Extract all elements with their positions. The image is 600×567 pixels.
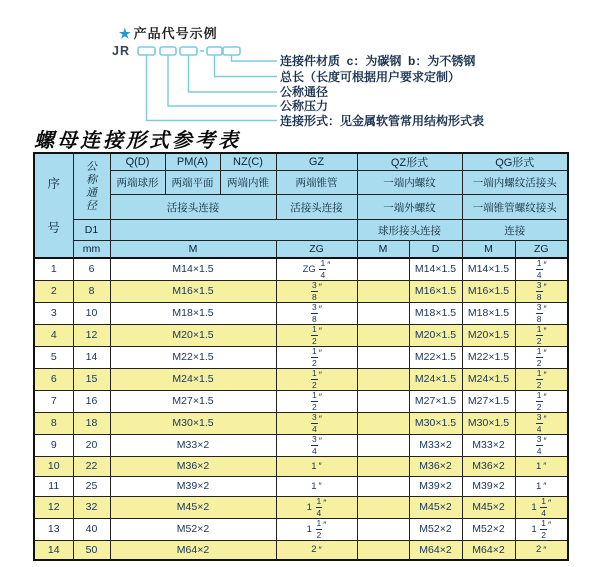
table-cell: 40	[73, 518, 110, 540]
table-cell: M33×2	[409, 434, 462, 456]
table-cell: M24×1.5	[110, 368, 276, 390]
header-desc-gz: 两端锥管	[276, 171, 357, 195]
table-cell	[357, 518, 409, 540]
diagram-label-material: 连接件材质 c：为碳钢 b：为不锈钢	[280, 54, 476, 68]
header-form-pma: PM(A)	[165, 153, 220, 171]
table-row	[34, 540, 568, 560]
table-cell: M18×1.5	[462, 302, 515, 324]
table-cell: 16	[73, 390, 110, 412]
table-cell: 1 $\frac{1}{2}$ ″	[515, 518, 568, 540]
table-cell: 14	[34, 540, 73, 560]
table-cell: $\frac{3}{8}$ ″	[515, 302, 568, 324]
code-box-1	[138, 47, 155, 55]
code-box-3	[180, 47, 197, 55]
table-row	[34, 302, 568, 324]
table-cell: M45×2	[462, 496, 515, 518]
star-icon: ★	[119, 26, 132, 41]
table-cell: M24×1.5	[409, 368, 462, 390]
table-cell: 10	[73, 302, 110, 324]
table-cell: 50	[73, 540, 110, 560]
header-row-descs	[34, 171, 568, 195]
header-form-gz: GZ	[276, 153, 357, 171]
table-cell: M52×2	[110, 518, 276, 540]
table-cell: 8	[34, 412, 73, 434]
table-cell: M36×2	[462, 456, 515, 476]
table-cell: 6	[73, 258, 110, 281]
table-cell: $\frac{3}{4}$ ″	[276, 412, 357, 434]
table-cell: M22×1.5	[462, 346, 515, 368]
header-form-qg: QG形式	[462, 153, 568, 171]
table-cell: 32	[73, 496, 110, 518]
table-cell: M52×2	[409, 518, 462, 540]
table-cell: M39×2	[409, 476, 462, 496]
table-row	[34, 412, 568, 434]
header-row-connection	[34, 195, 568, 220]
table-row	[34, 434, 568, 456]
header-qz-ball-joint: 球形接头连接	[357, 220, 462, 241]
table-cell: M14×1.5	[462, 258, 515, 281]
header-dn-text: 公 称 通 径	[86, 160, 97, 212]
table-cell: M30×1.5	[409, 412, 462, 434]
table-row	[34, 258, 568, 281]
table-cell: 5	[34, 346, 73, 368]
table-cell: $\frac{3}{8}$ ″	[515, 280, 568, 302]
table-cell: 2	[34, 280, 73, 302]
header-qz-outer-thread: 一端外螺纹	[357, 195, 462, 220]
table-cell: M36×2	[409, 456, 462, 476]
connector-line-pressure	[168, 55, 277, 106]
header-unit-qg-zg: ZG	[515, 241, 568, 258]
table-cell: $\frac{3}{4}$ ″	[515, 412, 568, 434]
table-cell: 1 ″	[515, 476, 568, 496]
table-cell: 25	[73, 476, 110, 496]
table-cell: M64×2	[409, 540, 462, 560]
header-desc-qd: 两端球形	[110, 171, 165, 195]
table-cell: 15	[73, 368, 110, 390]
table-cell: 1 $\frac{1}{4}$ ″	[515, 496, 568, 518]
table-row	[34, 368, 568, 390]
product-code-example-label: 产品代号示例	[133, 26, 218, 41]
table-cell: 13	[34, 518, 73, 540]
table-cell: M30×1.5	[462, 412, 515, 434]
table-cell: 9	[34, 434, 73, 456]
connector-line-material	[232, 55, 278, 61]
header-unit-qz-m: M	[357, 241, 409, 258]
table-cell: 1 ″	[276, 456, 357, 476]
table-cell: ZG $\frac{1}{4}$ ″	[276, 258, 357, 281]
table-cell: M33×2	[462, 434, 515, 456]
code-connector-lines	[147, 55, 278, 121]
table-cell	[357, 412, 409, 434]
code-box-5	[223, 47, 240, 55]
header-d1: D1	[73, 220, 110, 241]
table-cell	[357, 280, 409, 302]
header-qg-taper-thread: 一端锥管螺纹接头	[462, 195, 568, 220]
table-cell: M16×1.5	[462, 280, 515, 302]
table-cell: M45×2	[110, 496, 276, 518]
table-cell	[357, 390, 409, 412]
header-blank-cell	[110, 220, 357, 241]
diagram-label-diameter: 公称通径	[280, 85, 329, 99]
table-cell: $\frac{3}{8}$ ″	[276, 302, 357, 324]
table-cell	[357, 258, 409, 281]
table-cell: M24×1.5	[462, 368, 515, 390]
code-box-4	[207, 47, 222, 55]
header-form-nzc: NZ(C)	[220, 153, 276, 171]
header-form-qz: QZ形式	[357, 153, 462, 171]
table-cell: $\frac{1}{2}$ ″	[276, 390, 357, 412]
table-row	[34, 324, 568, 346]
table-row	[34, 476, 568, 496]
table-cell: M39×2	[462, 476, 515, 496]
header-desc-pma: 两端平面	[165, 171, 220, 195]
table-cell: M22×1.5	[110, 346, 276, 368]
table-cell: 12	[34, 496, 73, 518]
header-dn	[73, 153, 110, 220]
table-cell: M64×2	[110, 540, 276, 560]
table-cell: M27×1.5	[409, 390, 462, 412]
table-cell: M14×1.5	[409, 258, 462, 281]
diagram-label-length: 总长（长度可根据用户要求定制）	[280, 69, 461, 84]
header-unit-qz-d: D	[409, 241, 462, 258]
table-cell: $\frac{1}{2}$ ″	[515, 346, 568, 368]
table-cell: M52×2	[462, 518, 515, 540]
table-cell: M16×1.5	[409, 280, 462, 302]
code-digit-boxes	[138, 47, 240, 55]
header-qg-connect: 连接	[462, 220, 568, 241]
table-cell: 1	[34, 258, 73, 281]
table-cell: 18	[73, 412, 110, 434]
table-row	[34, 346, 568, 368]
table-cell: M45×2	[409, 496, 462, 518]
header-unit-qg-m: M	[462, 241, 515, 258]
table-cell	[357, 476, 409, 496]
connector-line-form	[147, 55, 278, 121]
table-cell	[357, 368, 409, 390]
header-desc-qg: 一端内螺纹活接头	[462, 171, 568, 195]
header-unit-mm: mm	[73, 241, 110, 258]
header-union-gz: 活接头连接	[276, 195, 357, 220]
table-row	[34, 456, 568, 476]
table-cell: 12	[73, 324, 110, 346]
code-box-2	[160, 47, 176, 55]
table-cell: $\frac{3}{4}$ ″	[276, 434, 357, 456]
header-row-d1	[34, 220, 568, 241]
table-cell	[357, 346, 409, 368]
table-cell: $\frac{1}{2}$ ″	[276, 368, 357, 390]
header-form-qd: Q(D)	[110, 153, 165, 171]
table-cell: 1 $\frac{1}{2}$ ″	[276, 518, 357, 540]
table-cell: 2 ″	[276, 540, 357, 560]
table-cell: M20×1.5	[110, 324, 276, 346]
table-cell	[357, 324, 409, 346]
diagram-label-form: 连接形式：见金属软管常用结构形式表	[280, 113, 485, 128]
table-cell: M16×1.5	[110, 280, 276, 302]
header-unit-gz-zg: ZG	[276, 241, 357, 258]
table-cell: M64×2	[462, 540, 515, 560]
table-cell: $\frac{1}{2}$ ″	[276, 324, 357, 346]
header-seq-text: 序 号	[47, 177, 60, 236]
table-cell: 3	[34, 302, 73, 324]
table-cell: 1 ″	[515, 456, 568, 476]
table-cell: 4	[34, 324, 73, 346]
table-cell: $\frac{1}{2}$ ″	[515, 368, 568, 390]
header-seq	[34, 153, 73, 258]
table-cell: $\frac{3}{8}$ ″	[276, 280, 357, 302]
table-cell: M20×1.5	[409, 324, 462, 346]
header-union-left: 活接头连接	[110, 195, 276, 220]
table-cell: M20×1.5	[462, 324, 515, 346]
header-unit-m-span: M	[110, 241, 276, 258]
connector-line-length	[215, 55, 278, 77]
table-cell	[357, 496, 409, 518]
table-cell: $\frac{1}{2}$ ″	[515, 324, 568, 346]
table-cell: M22×1.5	[409, 346, 462, 368]
table-cell	[357, 540, 409, 560]
table-cell: $\frac{1}{2}$ ″	[515, 390, 568, 412]
table-cell: 22	[73, 456, 110, 476]
table-header	[34, 153, 568, 258]
diagram-label-pressure: 公称压力	[280, 99, 329, 113]
table-title: 螺母连接形式参考表	[34, 128, 241, 152]
table-cell: M30×1.5	[110, 412, 276, 434]
table-cell: 7	[34, 390, 73, 412]
table-row	[34, 518, 568, 540]
product-code-prefix: JR	[112, 44, 130, 58]
table-cell: M27×1.5	[462, 390, 515, 412]
table-cell: M39×2	[110, 476, 276, 496]
table-cell: M18×1.5	[110, 302, 276, 324]
table-row	[34, 496, 568, 518]
table-cell: M36×2	[110, 456, 276, 476]
table-cell: M27×1.5	[110, 390, 276, 412]
table-cell: $\frac{1}{2}$ ″	[276, 346, 357, 368]
table-cell: 8	[73, 280, 110, 302]
table-cell: 10	[34, 456, 73, 476]
table-body	[34, 258, 568, 561]
table-cell: M33×2	[110, 434, 276, 456]
table-cell	[357, 434, 409, 456]
table-row	[34, 390, 568, 412]
table-cell: 11	[34, 476, 73, 496]
table-cell: 6	[34, 368, 73, 390]
header-row-units	[34, 241, 568, 258]
table-cell: $\frac{1}{4}$ ″	[515, 258, 568, 281]
nut-connection-reference-table	[33, 152, 569, 561]
table-row	[34, 280, 568, 302]
table-cell	[357, 456, 409, 476]
table-cell: 1 $\frac{1}{4}$ ″	[276, 496, 357, 518]
header-desc-nzc: 两端内锥	[220, 171, 276, 195]
table-cell: $\frac{3}{4}$ ″	[515, 434, 568, 456]
header-desc-qz: 一端内螺纹	[357, 171, 462, 195]
table-cell: M14×1.5	[110, 258, 276, 281]
header-row-codes	[34, 153, 568, 171]
table-cell: M18×1.5	[409, 302, 462, 324]
table-cell: 1 ″	[276, 476, 357, 496]
table-cell: 20	[73, 434, 110, 456]
table-cell	[357, 302, 409, 324]
table-cell: 14	[73, 346, 110, 368]
table-cell: 2 ″	[515, 540, 568, 560]
